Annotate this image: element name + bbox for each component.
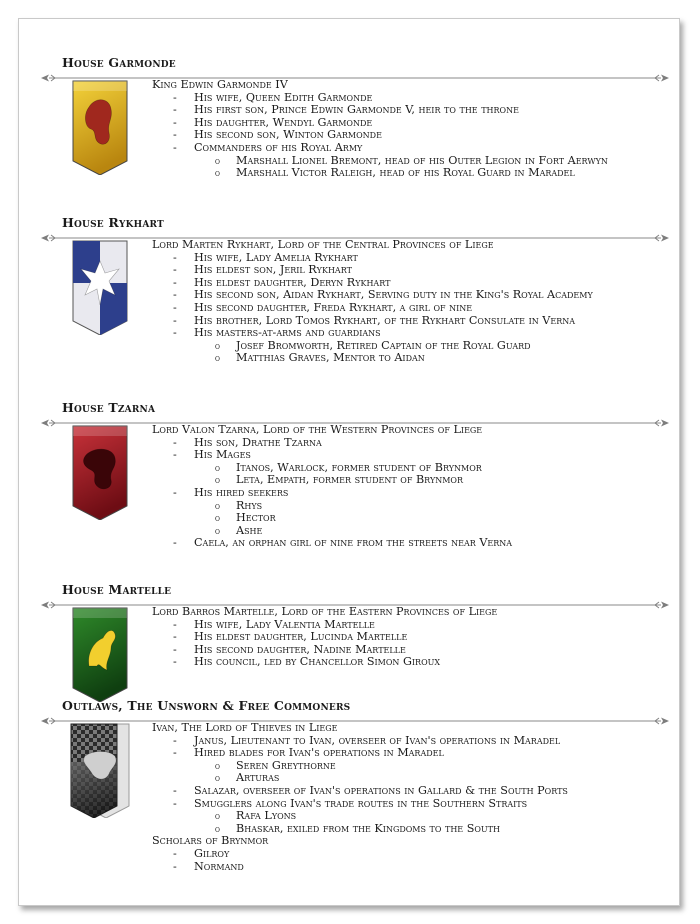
- dash-bullet: -: [173, 630, 177, 644]
- dash-bullet: -: [173, 783, 177, 797]
- member-text: Marshall Victor Raleigh, head of his Royal Guard in Maradel: [236, 166, 575, 180]
- dash-bullet: -: [173, 140, 177, 154]
- tzarna-dragon-crest-icon: [69, 424, 131, 520]
- member-text: Scholars of Brynmor: [152, 834, 269, 848]
- dash-bullet: -: [173, 796, 177, 810]
- member-text: His eldest daughter, Lucinda Martelle: [194, 630, 408, 644]
- dash-bullet: -: [173, 448, 177, 462]
- dash-bullet: -: [173, 115, 177, 129]
- member-text: His wife, Lady Valentia Martelle: [194, 617, 375, 631]
- dash-bullet: -: [173, 642, 177, 656]
- dash-bullet: -: [173, 275, 177, 289]
- house-title: House Martelle: [62, 582, 172, 597]
- member-text: His eldest daughter, Deryn Rykhart: [194, 275, 391, 289]
- circle-bullet: o: [215, 169, 220, 180]
- member-text: Normand: [194, 859, 244, 873]
- dash-bullet: -: [173, 435, 177, 449]
- member-text: Caela, an orphan girl of nine from the streets near Verna: [194, 536, 513, 550]
- circle-bullet: o: [215, 354, 220, 365]
- ornamental-rule: [41, 716, 669, 726]
- circle-bullet: o: [215, 824, 220, 835]
- member-text: His second daughter, Nadine Martelle: [194, 642, 406, 656]
- dash-bullet: -: [173, 128, 177, 142]
- member-text: Commanders of his Royal Army: [194, 140, 363, 154]
- circle-bullet: o: [215, 501, 220, 512]
- dash-bullet: -: [173, 859, 177, 873]
- dash-bullet: -: [173, 300, 177, 314]
- member-text: Matthias Graves, Mentor to Aidan: [236, 351, 425, 365]
- document-page: [18, 18, 680, 906]
- dash-bullet: -: [173, 90, 177, 104]
- house-title: House Garmonde: [62, 55, 176, 70]
- garmonde-lion-crest-icon: [69, 79, 131, 175]
- member-text: His masters-at-arms and guardians: [194, 326, 381, 340]
- member-text: Marshall Lionel Bremont, head of his Outer Legion in Fort Aerwyn: [236, 153, 608, 167]
- dash-bullet: -: [173, 617, 177, 631]
- member-text: Lord Valon Tzarna, Lord of the Western Provinces of Liege: [152, 423, 483, 436]
- member-text: His Mages: [194, 448, 251, 462]
- member-text: Hector: [236, 511, 276, 525]
- member-text: His son, Drathe Tzarna: [194, 435, 322, 449]
- member-text: Ivan, The Lord of Thieves in Liege: [152, 721, 338, 734]
- dash-bullet: -: [173, 103, 177, 117]
- ornamental-rule: [41, 73, 669, 83]
- circle-bullet: o: [215, 476, 220, 487]
- member-text: Lord Barros Martelle, Lord of the Eastern Provinces of Liege: [152, 605, 498, 618]
- dash-bullet: -: [173, 485, 177, 499]
- member-text: Gilroy: [194, 846, 230, 860]
- circle-bullet: o: [215, 341, 220, 352]
- dash-bullet: -: [173, 536, 177, 550]
- member-text: Rhys: [236, 498, 263, 512]
- member-text: Lord Marten Rykhart, Lord of the Central Provinces of Liege: [152, 238, 494, 251]
- dash-bullet: -: [173, 846, 177, 860]
- dash-bullet: -: [173, 733, 177, 747]
- member-text: Bhaskar, exiled from the Kingdoms to the South: [236, 821, 500, 835]
- member-text: His wife, Queen Edith Garmonde: [194, 90, 373, 104]
- member-text: His second son, Winton Garmonde: [194, 128, 382, 142]
- dash-bullet: -: [173, 746, 177, 760]
- member-text: Seren Greythorne: [236, 758, 336, 772]
- member-text: Janus, Lieutenant to Ivan, overseer of Ivan's operations in Maradel: [194, 733, 561, 747]
- house-title: House Tzarna: [62, 400, 156, 415]
- circle-bullet: o: [215, 526, 220, 537]
- martelle-stallion-crest-icon: [69, 606, 131, 702]
- outlaws-checkered-crest-icon: [69, 722, 131, 818]
- dash-bullet: -: [173, 250, 177, 264]
- circle-bullet: o: [215, 812, 220, 823]
- member-text: Rafa Lyons: [236, 809, 297, 823]
- member-text: Ashe: [236, 523, 263, 537]
- dash-bullet: -: [173, 263, 177, 277]
- dash-bullet: -: [173, 313, 177, 327]
- house-title: House Rykhart: [62, 215, 164, 230]
- member-text: Leta, Empath, former student of Brynmor: [236, 473, 463, 487]
- member-text: His daughter, Wendyl Garmonde: [194, 115, 373, 129]
- member-text: King Edwin Garmonde IV: [152, 78, 288, 91]
- member-text: Arturas: [236, 771, 280, 785]
- member-text: His brother, Lord Tomos Rykhart, of the Rykhart Consulate in Verna: [194, 313, 576, 327]
- rykhart-eagle-crest-icon: [69, 239, 131, 335]
- member-text: Josef Bromworth, Retired Captain of the Royal Guard: [236, 338, 531, 352]
- dash-bullet: -: [173, 288, 177, 302]
- member-text: His eldest son, Jeril Rykhart: [194, 263, 352, 277]
- member-text: Salazar, overseer of Ivan's operations in Gallard & the South Ports: [194, 783, 568, 797]
- circle-bullet: o: [215, 156, 220, 167]
- member-text: His second son, Aidan Rykhart, Serving duty in the King's Royal Academy: [194, 288, 593, 302]
- member-text: Itanos, Warlock, former student of Brynmor: [236, 460, 482, 474]
- member-text: His first son, Prince Edwin Garmonde V, heir to the throne: [194, 103, 519, 117]
- circle-bullet: o: [215, 514, 220, 525]
- member-text: His wife, Lady Amelia Rykhart: [194, 250, 358, 264]
- dash-bullet: -: [173, 326, 177, 340]
- dash-bullet: -: [173, 655, 177, 669]
- member-text: His second daughter, Freda Rykhart, a girl of nine: [194, 300, 473, 314]
- member-text: Hired blades for Ivan's operations in Maradel: [194, 746, 444, 760]
- member-text: His council, led by Chancellor Simon Giroux: [194, 655, 441, 669]
- house-title: Outlaws, The Unsworn & Free Commoners: [62, 698, 351, 713]
- circle-bullet: o: [215, 463, 220, 474]
- circle-bullet: o: [215, 761, 220, 772]
- member-text: His hired seekers: [194, 485, 289, 499]
- circle-bullet: o: [215, 774, 220, 785]
- member-text: Smugglers along Ivan's trade routes in the Southern Straits: [194, 796, 528, 810]
